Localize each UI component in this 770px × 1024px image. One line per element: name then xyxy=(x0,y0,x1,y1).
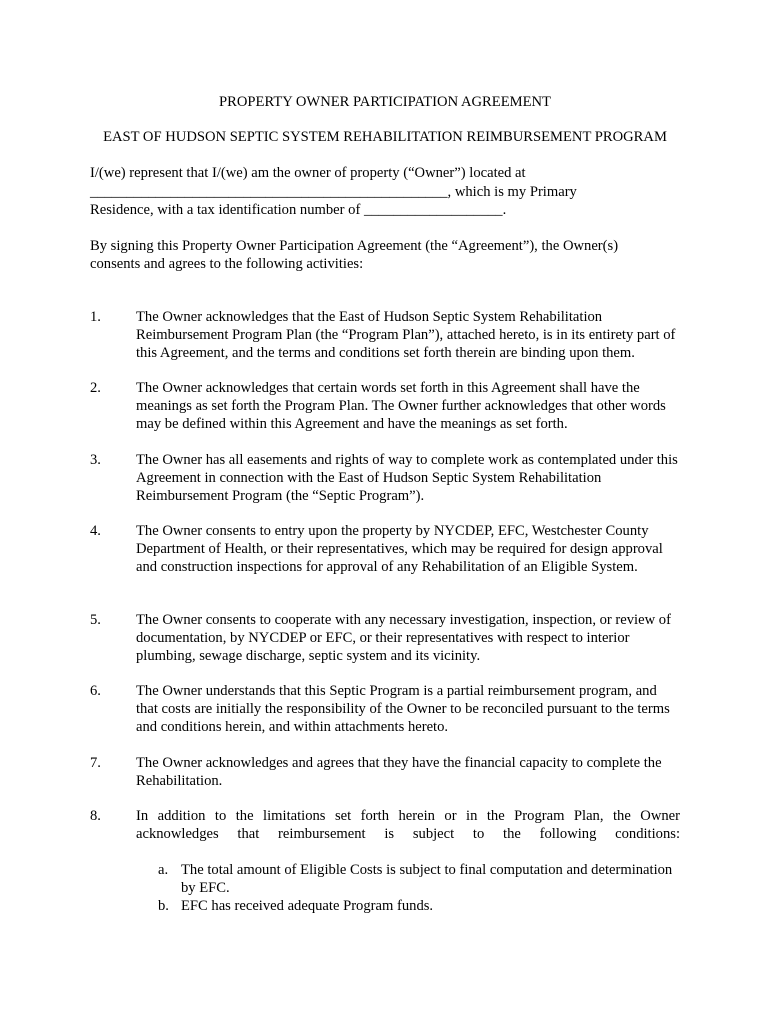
item-text: The Owner understands that this Septic Program is a partial reimbursement program, and that costs are initially the responsibility of the Owner to be reconciled pursuant to the terms and conditions herein, and within attachments hereto. xyxy=(136,683,670,735)
item-text: The Owner consents to cooperate with any necessary investigation, inspection, or review of documentation, by NYCDEP or EFC, or their representatives with respect to interior plumbing, sewage discharge, septic system and its vicinity. xyxy=(136,612,671,664)
subitem-text: EFC has received adequate Program funds. xyxy=(181,898,434,914)
item-number: 6. xyxy=(90,683,101,699)
item-text: The Owner acknowledges that the East of Hudson Septic System Rehabilitation Reimbursement Program Plan (the “Program Plan”), attached hereto, is in its entirety part of this Agreement, and the terms and conditions set forth therein are binding upon them. xyxy=(136,309,676,361)
item-text: The Owner acknowledges and agrees that they have the financial capacity to complete the Rehabilitation. xyxy=(136,755,662,789)
item-number: 4. xyxy=(90,523,101,539)
item-number: 7. xyxy=(90,755,101,771)
subitem-text: The total amount of Eligible Costs is subject to final computation and determination by EFC. xyxy=(181,862,673,896)
consent-line-1: By signing this Property Owner Participation Agreement (the “Agreement”), the Owner(s) xyxy=(90,238,619,254)
item-number: 5. xyxy=(90,612,101,628)
item-text: The Owner has all easements and rights of way to complete work as contemplated under this Agreement in connection with the East of Hudson Septic System Rehabilitation Reimbursement Program (the “Septic Program”). xyxy=(136,452,678,504)
item-number: 1. xyxy=(90,309,101,325)
consent-line-2: consents and agrees to the following activities: xyxy=(90,256,364,272)
item-text: The Owner consents to entry upon the property by NYCDEP, EFC, Westchester County Department of Health, or their representatives, which may be required for design approval and construction inspections for approval of any Rehabilitation of an Eligible System. xyxy=(136,523,663,575)
item-number: 8. xyxy=(90,808,101,824)
document-subtitle: EAST OF HUDSON SEPTIC SYSTEM REHABILITATION REIMBURSEMENT PROGRAM xyxy=(103,129,667,145)
document-title: PROPERTY OWNER PARTICIPATION AGREEMENT xyxy=(219,94,551,110)
subitem-letter: b. xyxy=(158,898,169,914)
item-text: In addition to the limitations set forth herein or in the Program Plan, the Owner acknowledges that reimbursement is subject to the following conditions: xyxy=(136,808,680,842)
intro-line-3: Residence, with a tax identification number of ___________________. xyxy=(90,202,507,218)
item-number: 3. xyxy=(90,452,101,468)
intro-line-1: I/(we) represent that I/(we) am the owner of property (“Owner”) located at xyxy=(90,165,526,181)
subitem-letter: a. xyxy=(158,862,169,878)
item-text: The Owner acknowledges that certain words set forth in this Agreement shall have the meanings as set forth the Program Plan. The Owner further acknowledges that other words may be defined within this Agreement and have the meanings as set forth. xyxy=(136,380,666,432)
item-number: 2. xyxy=(90,380,101,396)
intro-line-2: _________________________________________________, which is my Primary xyxy=(90,184,577,200)
